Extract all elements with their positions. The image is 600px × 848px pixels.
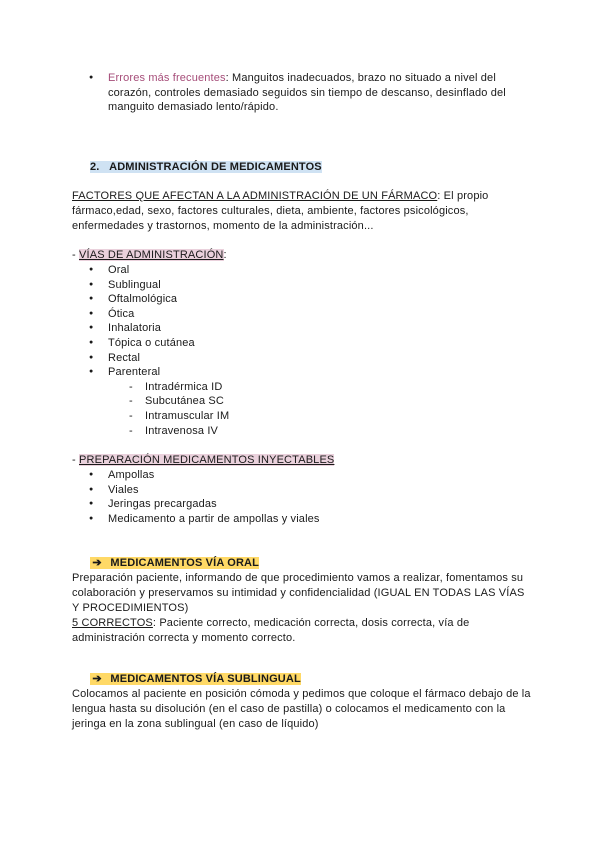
vias-list <box>72 263 532 380</box>
parenteral-sublist <box>72 380 532 438</box>
sublingual-heading-highlight <box>90 673 301 685</box>
sublist-item: - Intradérmica ID <box>145 380 532 395</box>
section-title: ADMINISTRACIÓN DE MEDICAMENTOS <box>109 161 322 173</box>
sublingual-text: Colocamos al paciente en posición cómoda y pedimos que coloque el fármaco debajo de la lengua hasta su disolución (en el caso de pastilla) o colocamos el medicamento con la jeringa en la zona sublingual (en caso de líquido) <box>72 688 531 730</box>
list-item: ● Medicamento a partir de ampollas y viales <box>72 512 532 527</box>
list-item: ● Oral <box>72 263 532 278</box>
list-item: ● Oftalmológica <box>72 292 532 307</box>
preparacion-prefix: - <box>72 454 80 466</box>
preparacion-list <box>72 468 532 526</box>
list-item <box>72 71 532 115</box>
sublingual-title: MEDICAMENTOS VÍA SUBLINGUAL <box>110 673 301 685</box>
list-item: ● Ampollas <box>72 468 532 483</box>
vias-prefix: - <box>72 249 80 261</box>
preparacion-label: PREPARACIÓN MEDICAMENTOS INYECTABLES <box>79 454 335 466</box>
correctos-line <box>72 616 532 646</box>
vias-heading <box>72 248 532 263</box>
preparacion-block <box>72 453 532 526</box>
vias-colon: : <box>223 249 227 261</box>
section-heading <box>90 161 322 173</box>
list-item: ● Rectal <box>72 351 532 366</box>
list-item: ● Sublingual <box>72 278 532 293</box>
list-item: ● Parenteral <box>72 365 532 380</box>
arrow-right-icon: ➔ <box>92 673 102 685</box>
sublist-item: - Subcutánea SC <box>145 394 532 409</box>
oral-text: Preparación paciente, informando de que procedimiento vamos a realizar, fomentamos su colaboración y preservamos su intimidad y confidencialidad (IGUAL EN TODAS LAS VÍAS Y PROCEDIMIENTOS) <box>72 572 525 614</box>
oral-paragraph <box>72 571 532 646</box>
section-heading-highlight <box>90 161 322 173</box>
list-item: ● Ótica <box>72 307 532 322</box>
errores-text: : Manguitos inadecuados, brazo no situado a nivel del corazón, controles demasiado seguidos sin tiempo de descanso, desinflado del manguito demasiado lento/rápido. <box>108 72 506 114</box>
oral-heading-highlight <box>90 557 259 569</box>
sublingual-heading <box>90 672 301 685</box>
sublist-item: - Intravenosa IV <box>145 424 532 439</box>
factores-paragraph <box>72 189 532 234</box>
list-item: ● Viales <box>72 483 532 498</box>
list-item: ● Inhalatoria <box>72 321 532 336</box>
oral-title: MEDICAMENTOS VÍA ORAL <box>110 557 260 569</box>
oral-heading <box>90 556 259 569</box>
vias-label: VÍAS DE ADMINISTRACIÓN <box>79 249 224 261</box>
errores-block <box>72 71 532 115</box>
correctos-text: : Paciente correcto, medicación correcta, dosis correcta, vía de administración correcta y momento correcto. <box>72 617 470 644</box>
vias-block <box>72 248 532 438</box>
arrow-right-icon: ➔ <box>92 557 102 569</box>
sublist-item: - Intramuscular IM <box>145 409 532 424</box>
correctos-label: 5 CORRECTOS <box>72 617 153 629</box>
list-item: ● Tópica o cutánea <box>72 336 532 351</box>
factores-label: FACTORES QUE AFECTAN A LA ADMINISTRACIÓN DE UN FÁRMACO <box>72 190 438 202</box>
errores-list <box>72 71 532 115</box>
section-number: 2. <box>90 161 100 173</box>
sublingual-paragraph <box>72 687 532 732</box>
factores-text: : El propio fármaco,edad, sexo, factores culturales, dieta, ambiente, factores psicológicos, enfermedades y trastornos, momento de la administración... <box>72 190 489 232</box>
list-item: ● Jeringas precargadas <box>72 497 532 512</box>
errores-label: Errores más frecuentes <box>108 72 226 84</box>
preparacion-heading <box>72 453 532 468</box>
